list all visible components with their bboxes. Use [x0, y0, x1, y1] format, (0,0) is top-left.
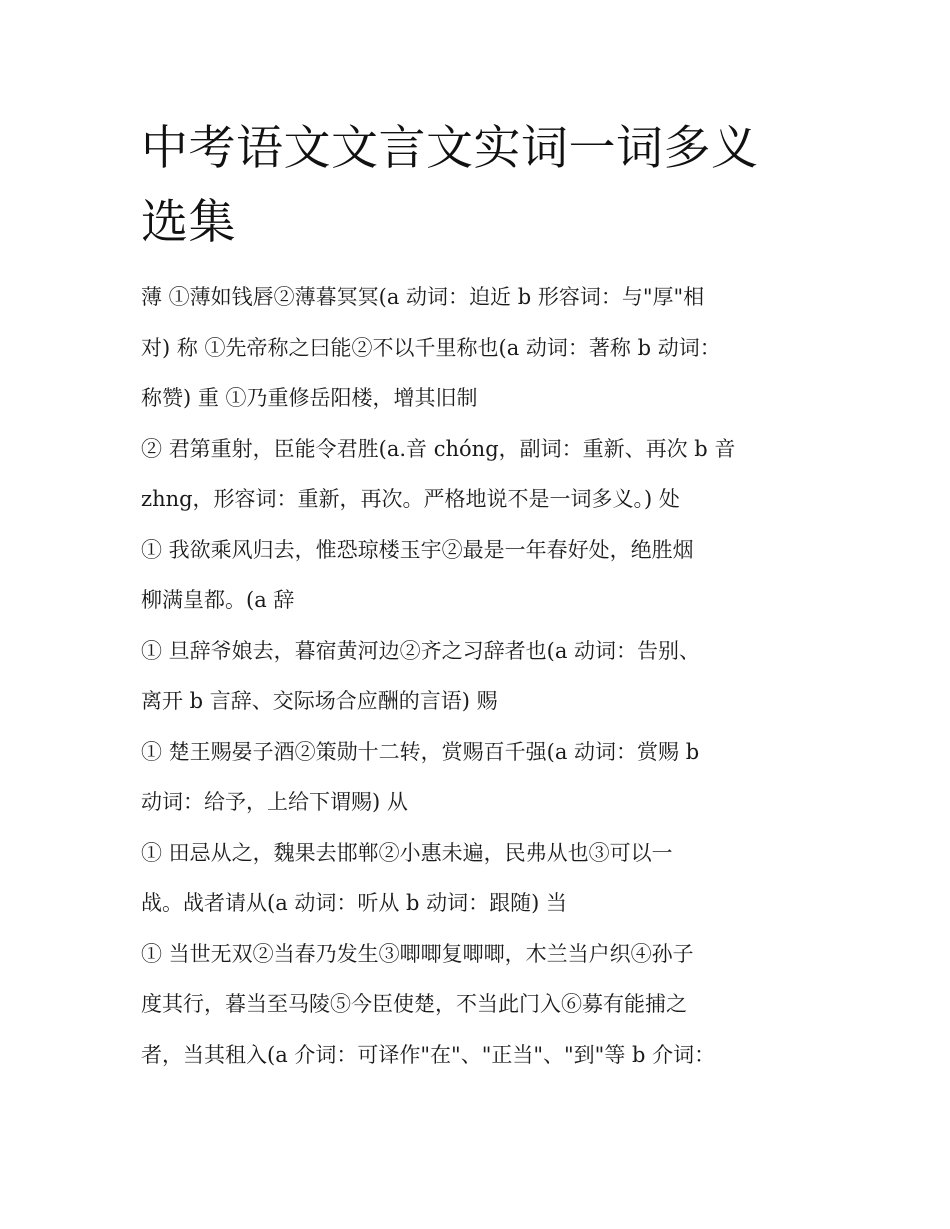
body-line: zhng，形容词：重新，再次。严格地说不是一词多义。) 处 — [141, 487, 680, 511]
title-line: 选集 — [141, 195, 236, 250]
body-line: ② 君第重射，臣能令君胜(a.音 chóng，副词：重新、再次 b 音 — [141, 436, 736, 461]
body-line: ① 我欲乘风归去，惟恐琼楼玉宇②最是一年春好处，绝胜烟 — [141, 537, 694, 562]
body-line: 称赞) 重 ①乃重修岳阳楼，增其旧制 — [141, 386, 478, 410]
body-line: 战。战者请从(a 动词：听从 b 动词：跟随) 当 — [141, 891, 568, 915]
body-line: 离开 b 言辞、交际场合应酬的言语) 赐 — [141, 689, 498, 713]
title-line: 中考语文文言文实词一词多义 — [141, 121, 759, 176]
body-line: ① 楚王赐晏子酒②策勋十二转，赏赐百千强(a 动词：赏赐 b — [141, 739, 700, 764]
document-page — [141, 112, 816, 1080]
body-line: 柳满皇都。(a 辞 — [141, 588, 295, 612]
body-line: 者，当其租入(a 介词：可译作"在"、"正当"、"到"等 b 介词： — [141, 1042, 716, 1067]
body-line: 薄 ①薄如钱唇②薄暮冥冥(a 动词：迫近 b 形容词：与"厚"相 — [141, 285, 705, 309]
body-line: ① 田忌从之，魏果去邯郸②小惠未遍，民弗从也③可以一 — [141, 840, 673, 865]
document-title — [141, 112, 816, 260]
body-line: 动词：给予，上给下谓赐) 从 — [141, 790, 408, 814]
body-line: ① 当世无双②当春乃发生③唧唧复唧唧，木兰当户织④孙子 — [141, 941, 694, 966]
body-line: 对) 称 ①先帝称之曰能②不以千里称也(a 动词：著称 b 动词： — [141, 335, 721, 360]
body-line: 度其行，暮当至马陵⑤今臣使楚，不当此门入⑥募有能捕之 — [141, 992, 687, 1016]
body-line: ① 旦辞爷娘去，暮宿黄河边②齐之习辞者也(a 动词：告别、 — [141, 638, 701, 663]
document-body — [141, 272, 816, 1080]
